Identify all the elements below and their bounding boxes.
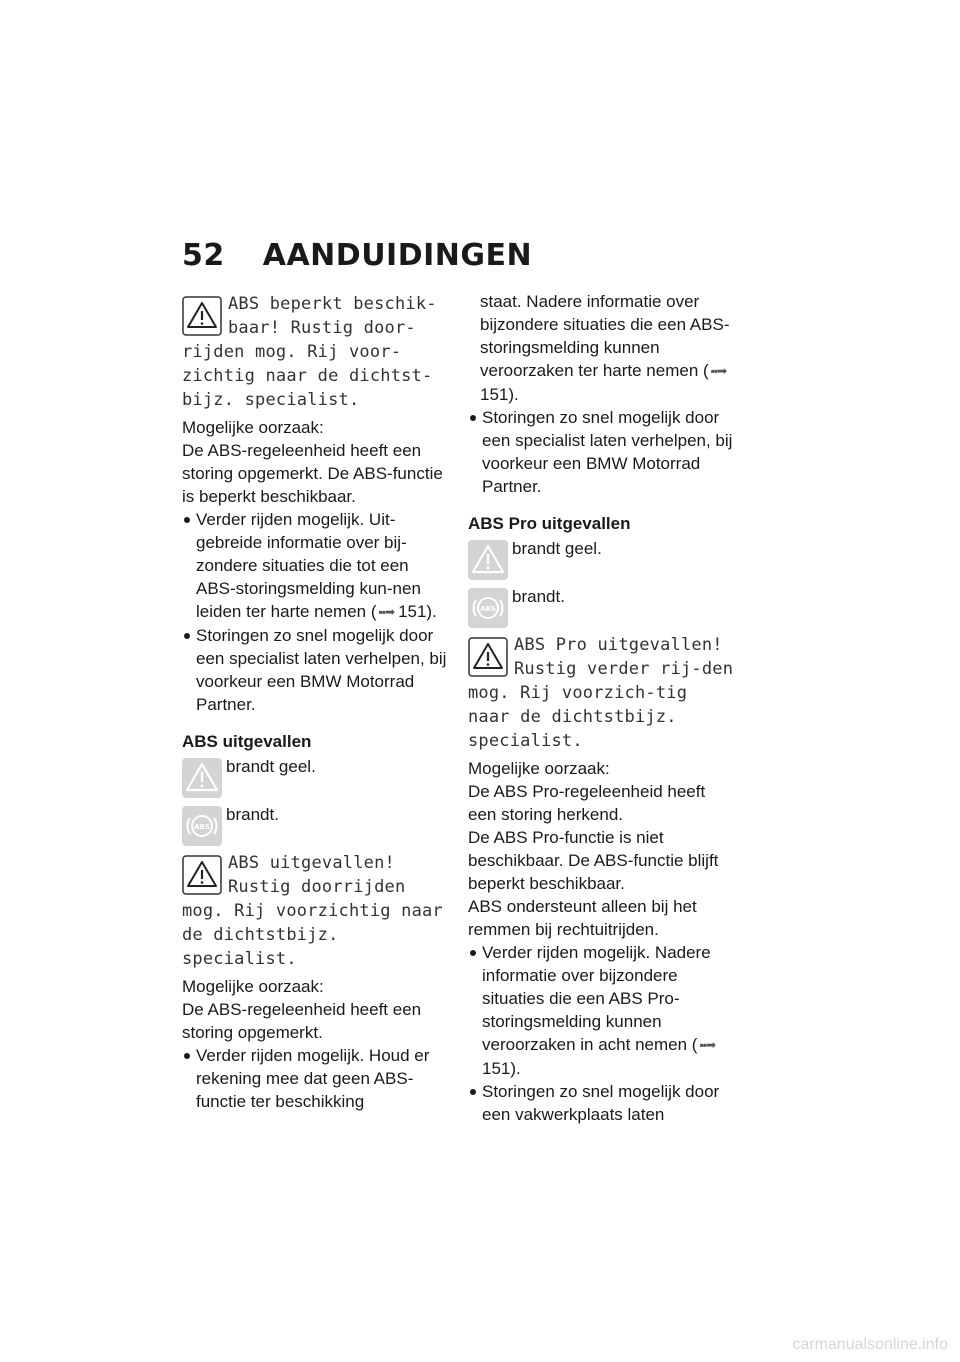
display-message-abs-failed bbox=[182, 851, 450, 971]
lamp-row-warning bbox=[182, 755, 450, 801]
lamp-status: brandt. bbox=[512, 587, 565, 606]
warning-lamp-icon bbox=[182, 758, 222, 798]
list-item bbox=[468, 406, 736, 498]
lamp-status: brandt geel. bbox=[226, 757, 316, 776]
arrow-right-icon: ▪▪➡ bbox=[378, 605, 395, 619]
warning-triangle-icon bbox=[468, 637, 508, 677]
cause-text: De ABS Pro-functie is niet beschikbaar. De ABS-functie blijft beperkt beschikbaar. bbox=[468, 828, 719, 893]
arrow-right-icon: ▪▪➡ bbox=[699, 1038, 716, 1052]
cause-text: ABS ondersteunt alleen bij het remmen bij rechtuitrijden. bbox=[468, 897, 697, 939]
message-text: ABS beperkt beschik-baar! Rustig door-rijden mog. Rij voor-zichtig naar de dichtst-bijz. specialist. bbox=[182, 294, 437, 410]
lamp-status: brandt. bbox=[226, 805, 279, 824]
page-reference[interactable]: 151). bbox=[482, 1059, 521, 1078]
warning-triangle-icon bbox=[182, 855, 222, 895]
bullet-text: Verder rijden mogelijk. Houd er rekening mee dat geen ABS-functie ter beschikking bbox=[196, 1046, 430, 1111]
continued-text bbox=[468, 290, 736, 406]
watermark: carmanualsonline.info bbox=[792, 1336, 948, 1353]
list-item bbox=[182, 508, 450, 624]
bullet-text: Storingen zo snel mogelijk door een vakwerkplaats laten bbox=[482, 1082, 720, 1124]
cause-label: Mogelijke oorzaak: bbox=[182, 977, 324, 996]
section-heading-abs-failed: ABS uitgevallen bbox=[182, 732, 312, 751]
list-item bbox=[182, 624, 450, 716]
lamp-status: brandt geel. bbox=[512, 539, 602, 558]
page-header bbox=[182, 238, 532, 273]
list-item bbox=[468, 941, 736, 1080]
list-item bbox=[182, 1044, 450, 1113]
page-number: 52 bbox=[182, 238, 225, 273]
message-text: ABS uitgevallen! Rustig doorrijden mog. Rij voorzichtig naar de dichtstbijz. specialist. bbox=[182, 853, 443, 969]
cause-text: De ABS-regeleenheid heeft een storing opgemerkt. bbox=[182, 1000, 422, 1042]
cause-label: Mogelijke oorzaak: bbox=[182, 418, 324, 437]
lamp-row-abs bbox=[468, 585, 736, 631]
svg-text:ABS: ABS bbox=[194, 823, 210, 831]
cause-label: Mogelijke oorzaak: bbox=[468, 759, 610, 778]
display-message-abs-pro-failed bbox=[468, 633, 736, 753]
cause-text: De ABS Pro-regeleenheid heeft een storing herkend. bbox=[468, 782, 706, 824]
warning-lamp-icon bbox=[468, 540, 508, 580]
page-reference[interactable]: 151). bbox=[480, 385, 519, 404]
abs-lamp-icon bbox=[182, 806, 222, 846]
display-message-abs-limited bbox=[182, 292, 450, 412]
arrow-right-icon: ▪▪➡ bbox=[710, 364, 727, 378]
lamp-row-warning bbox=[468, 537, 736, 583]
warning-triangle-icon bbox=[182, 296, 222, 336]
page-reference[interactable]: 151). bbox=[398, 602, 437, 621]
bullet-text: Storingen zo snel mogelijk door een specialist laten verhelpen, bij voorkeur een BMW Motorrad Partner. bbox=[196, 626, 447, 714]
right-column bbox=[468, 290, 736, 1126]
bullet-text: Verder rijden mogelijk. Nadere informatie over bijzondere situaties die een ABS Pro-storingsmelding kunnen veroorzaken in acht nemen ( bbox=[482, 943, 711, 1054]
bullet-text: Verder rijden mogelijk. Uit-gebreide informatie over bij-zondere situaties die tot een ABS-storingsmelding kun-nen leiden ter harte nemen ( bbox=[196, 510, 421, 621]
abs-lamp-icon bbox=[468, 588, 508, 628]
page-title: AANDUIDINGEN bbox=[262, 238, 533, 273]
list-item bbox=[468, 1080, 736, 1126]
section-heading-abs-pro-failed: ABS Pro uitgevallen bbox=[468, 514, 631, 533]
message-text: ABS Pro uitgevallen! Rustig verder rij-den mog. Rij voorzich-tig naar de dichtstbijz. specialist. bbox=[468, 635, 734, 751]
continued-paragraph: staat. Nadere informatie over bijzondere situaties die een ABS-storingsmelding kunnen veroorzaken ter harte nemen ( bbox=[480, 292, 730, 380]
bullet-text: Storingen zo snel mogelijk door een specialist laten verhelpen, bij voorkeur een BMW Motorrad Partner. bbox=[482, 408, 733, 496]
left-column bbox=[182, 290, 450, 1113]
cause-text: De ABS-regeleenheid heeft een storing opgemerkt. De ABS-functie is beperkt beschikbaar. bbox=[182, 441, 443, 506]
lamp-row-abs bbox=[182, 803, 450, 849]
svg-text:ABS: ABS bbox=[480, 605, 496, 613]
